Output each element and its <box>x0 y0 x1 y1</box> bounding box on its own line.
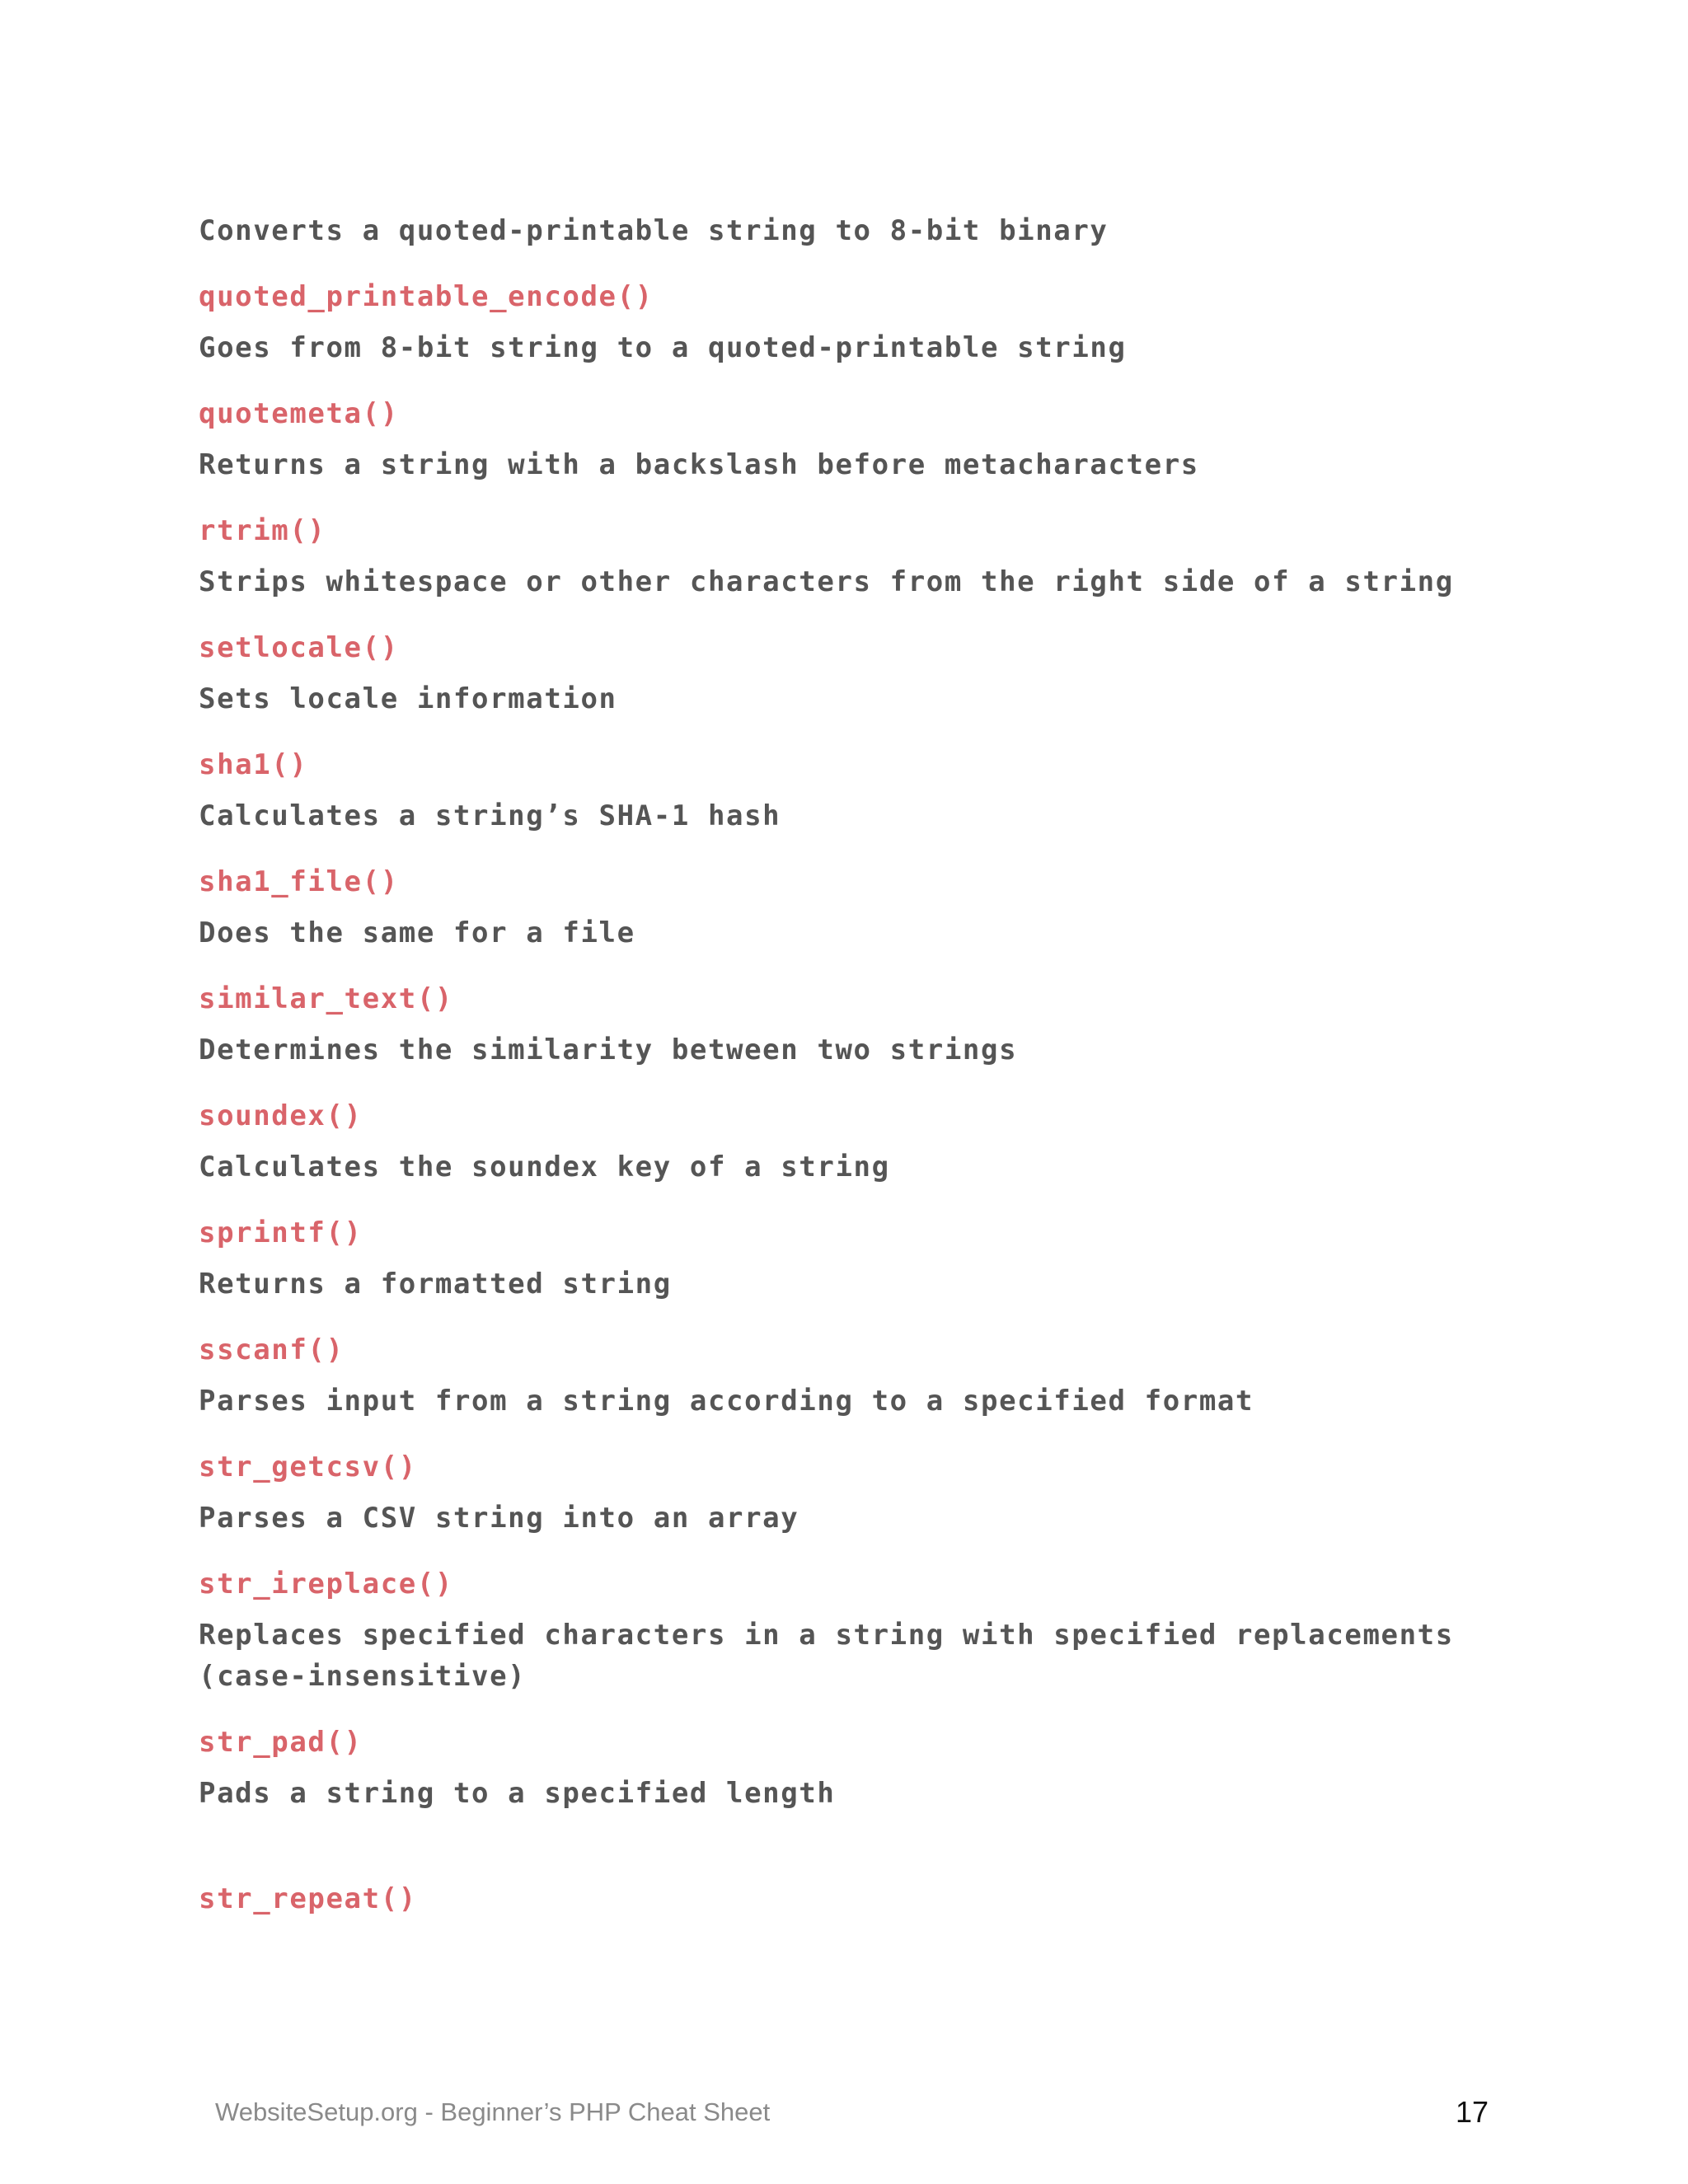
function-description: Pads a string to a specified length <box>199 1777 836 1810</box>
function-description: Sets locale information <box>199 682 617 715</box>
list-item <box>199 744 1517 837</box>
function-name: sha1() <box>199 748 308 781</box>
list-item <box>199 1446 1517 1539</box>
function-name: sprintf() <box>199 1216 363 1249</box>
function-description: Goes from 8-bit string to a quoted-printable string <box>199 331 1127 364</box>
page-number: 17 <box>1456 2095 1489 2129</box>
function-name: sscanf() <box>199 1333 345 1366</box>
function-name: similar_text() <box>199 982 453 1015</box>
function-name: setlocale() <box>199 631 399 664</box>
function-name: quotemeta() <box>199 397 399 430</box>
list-item <box>199 276 1517 368</box>
list-item <box>199 1095 1517 1188</box>
list-item <box>199 393 1517 485</box>
function-description: Returns a string with a backslash before metacharacters <box>199 448 1199 481</box>
function-description: Replaces specified characters in a string with specified replacements (case-insensitive) <box>199 1619 1454 1693</box>
function-name: rtrim() <box>199 514 326 547</box>
function-list <box>199 210 1517 1919</box>
function-name: str_pad() <box>199 1726 363 1759</box>
list-item <box>199 1878 1517 1919</box>
function-description: Determines the similarity between two strings <box>199 1033 1018 1066</box>
function-name: str_ireplace() <box>199 1568 453 1601</box>
function-name: str_repeat() <box>199 1882 417 1915</box>
intro-description: Converts a quoted-printable string to 8-bit binary <box>199 214 1109 247</box>
function-name: soundex() <box>199 1099 363 1132</box>
function-description: Strips whitespace or other characters from the right side of a string <box>199 565 1454 598</box>
function-description: Calculates a string’s SHA-1 hash <box>199 799 781 832</box>
function-description: Calculates the soundex key of a string <box>199 1151 890 1183</box>
function-name: str_getcsv() <box>199 1451 417 1483</box>
footer-source: WebsiteSetup.org - Beginner’s PHP Cheat Sheet <box>215 2097 771 2126</box>
list-item <box>199 1212 1517 1305</box>
list-item <box>199 978 1517 1071</box>
list-item <box>199 1563 1517 1697</box>
function-name: quoted_printable_encode() <box>199 280 654 313</box>
function-description: Returns a formatted string <box>199 1268 672 1301</box>
function-description: Parses input from a string according to a specified format <box>199 1385 1254 1418</box>
list-item <box>199 510 1517 602</box>
list-item <box>199 1722 1517 1814</box>
function-description: Does the same for a file <box>199 916 635 949</box>
function-name: sha1_file() <box>199 865 399 898</box>
list-item <box>199 627 1517 719</box>
list-item <box>199 1329 1517 1422</box>
function-description: Parses a CSV string into an array <box>199 1502 799 1535</box>
list-item <box>199 861 1517 954</box>
